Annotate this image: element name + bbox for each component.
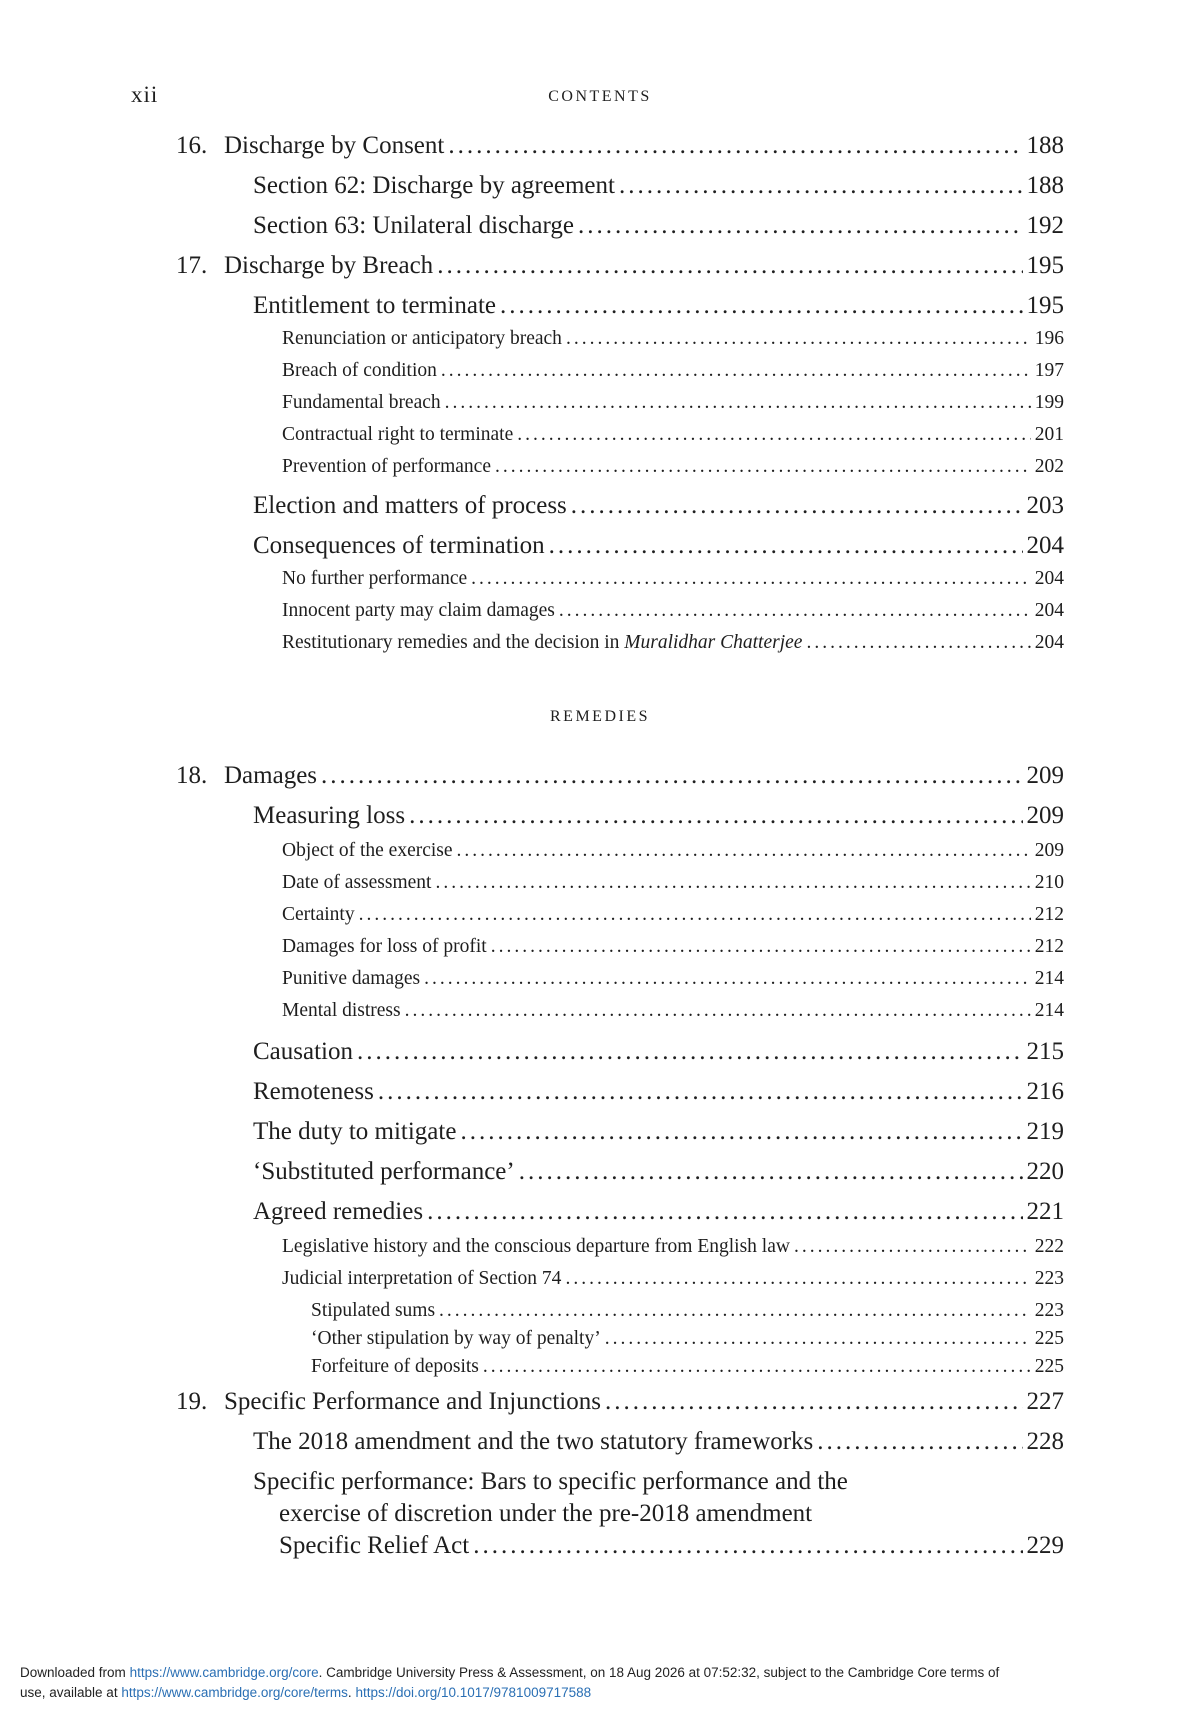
page-ref: 197 <box>1034 360 1064 381</box>
subsection-title: Renunciation or anticipatory breach <box>282 328 562 349</box>
page-ref: 195 <box>1026 252 1064 279</box>
toc-subsection-entry[interactable] <box>282 840 1064 862</box>
dot-leader <box>435 872 1030 894</box>
dot-leader <box>806 632 1030 654</box>
toc-subsection-entry[interactable] <box>282 600 1064 622</box>
dot-leader <box>619 172 1023 200</box>
subsection-title: Breach of condition <box>282 360 437 381</box>
section-title: The 2018 amendment and the two statutory frameworks <box>253 1428 814 1455</box>
dot-leader <box>424 968 1031 990</box>
footer-text: use, available at <box>20 1685 122 1700</box>
page-ref: 225 <box>1034 1328 1064 1349</box>
terms-link[interactable]: https://www.cambridge.org/core/terms <box>121 1685 348 1700</box>
dot-leader <box>491 936 1031 958</box>
chapter-number: 16. <box>176 132 208 159</box>
dot-leader <box>605 1328 1031 1350</box>
dot-leader <box>565 1268 1030 1290</box>
page-ref: 223 <box>1034 1268 1064 1289</box>
toc-section-entry-line2 <box>279 1500 812 1528</box>
chapter-title: Discharge by Consent <box>224 132 445 159</box>
dot-leader <box>409 802 1022 830</box>
page-ref: 214 <box>1034 1000 1064 1021</box>
page-ref: 229 <box>1026 1532 1064 1559</box>
page-ref: 220 <box>1026 1158 1064 1185</box>
toc-subsection-entry[interactable] <box>282 1000 1064 1022</box>
page-ref: 216 <box>1026 1078 1064 1105</box>
toc-section-entry[interactable] <box>253 532 1064 560</box>
section-title: Entitlement to terminate <box>253 292 496 319</box>
dot-leader <box>473 1532 1022 1560</box>
subsection-title: Innocent party may claim damages <box>282 600 555 621</box>
toc-subsection-entry[interactable] <box>282 424 1064 446</box>
footer-text: . Cambridge University Press & Assessment, on 18 Aug 2026 at 07:52:32, subject to the Cambridge Core terms of <box>318 1665 1000 1680</box>
chapter-number: 18. <box>176 762 208 789</box>
page-ref: 227 <box>1026 1388 1064 1415</box>
toc-section-entry[interactable] <box>253 802 1064 830</box>
subsubsection-title: Forfeiture of deposits <box>311 1356 479 1377</box>
toc-section-entry[interactable] <box>253 212 1064 240</box>
page-ref: 214 <box>1034 968 1064 989</box>
section-title: Measuring loss <box>253 802 406 829</box>
toc-section-entry[interactable] <box>253 292 1064 320</box>
dot-leader <box>517 424 1031 446</box>
dot-leader <box>457 840 1031 862</box>
subsection-title: Legislative history and the conscious departure from English law <box>282 1236 790 1257</box>
chapter-18-entry[interactable] <box>176 762 1064 790</box>
toc-section-entry[interactable] <box>253 1198 1064 1226</box>
page-ref: 203 <box>1026 492 1064 519</box>
dot-leader <box>445 392 1031 414</box>
dot-leader <box>519 1158 1023 1186</box>
running-head: CONTENTS <box>548 88 652 105</box>
section-title: Causation <box>253 1038 353 1065</box>
toc-subsubsection-entry[interactable] <box>311 1328 1064 1350</box>
toc-section-entry[interactable] <box>253 1078 1064 1106</box>
dot-leader <box>321 762 1022 790</box>
toc-section-entry[interactable] <box>253 492 1064 520</box>
toc-section-entry[interactable] <box>253 1118 1064 1146</box>
toc-section-entry[interactable] <box>253 1428 1064 1456</box>
core-link[interactable]: https://www.cambridge.org/core <box>129 1665 319 1680</box>
dot-leader <box>471 568 1031 590</box>
toc-section-entry-line1[interactable] <box>253 1468 848 1496</box>
page-ref: 204 <box>1026 532 1064 559</box>
subsection-title: Fundamental breach <box>282 392 441 413</box>
dot-leader <box>566 328 1031 350</box>
page-ref: 192 <box>1026 212 1064 239</box>
toc-subsubsection-entry[interactable] <box>311 1356 1064 1378</box>
toc-subsection-entry[interactable] <box>282 936 1064 958</box>
dot-leader <box>817 1428 1022 1456</box>
part-heading-remedies: REMEDIES <box>550 708 650 725</box>
page-ref: 202 <box>1034 456 1064 477</box>
doi-link[interactable]: https://doi.org/10.1017/9781009717588 <box>355 1685 592 1700</box>
dot-leader <box>439 1300 1031 1322</box>
page-ref: 223 <box>1034 1300 1064 1321</box>
page-ref: 221 <box>1026 1198 1064 1225</box>
page-ref: 215 <box>1026 1038 1064 1065</box>
page-ref: 209 <box>1026 762 1064 789</box>
chapter-16-entry[interactable] <box>176 132 1064 160</box>
dot-leader <box>427 1198 1022 1226</box>
section-title: Section 62: Discharge by agreement <box>253 172 615 199</box>
subsubsection-title: Stipulated sums <box>311 1300 436 1321</box>
footer-text: Downloaded from <box>20 1665 130 1680</box>
toc-subsection-entry[interactable] <box>282 968 1064 990</box>
toc-subsection-entry[interactable] <box>282 1236 1064 1258</box>
toc-subsection-entry[interactable] <box>282 904 1064 926</box>
dot-leader <box>578 212 1023 240</box>
section-title: Agreed remedies <box>253 1198 424 1225</box>
subsection-title: Certainty <box>282 904 355 925</box>
toc-subsection-entry[interactable] <box>282 456 1064 478</box>
dot-leader <box>605 1388 1023 1416</box>
section-title: Consequences of termination <box>253 532 545 559</box>
subsection-title: Punitive damages <box>282 968 421 989</box>
page-ref: 222 <box>1034 1236 1064 1257</box>
dot-leader <box>794 1236 1031 1258</box>
section-title-line: Specific performance: Bars to specific performance and the <box>253 1468 848 1495</box>
section-title-line: exercise of discretion under the pre-2018 amendment <box>279 1500 813 1527</box>
dot-leader <box>571 492 1023 520</box>
page-ref: 201 <box>1034 424 1064 445</box>
page-ref: 188 <box>1026 172 1064 199</box>
subsubsection-title: ‘Other stipulation by way of penalty’ <box>311 1328 601 1349</box>
section-title-line: Specific Relief Act <box>279 1532 470 1559</box>
chapter-number: 19. <box>176 1388 208 1415</box>
chapter-17-entry[interactable] <box>176 252 1064 280</box>
dot-leader <box>378 1078 1023 1106</box>
page-ref: 196 <box>1034 328 1064 349</box>
page-ref: 228 <box>1026 1428 1064 1455</box>
subsection-title: Contractual right to terminate <box>282 424 514 445</box>
dot-leader <box>359 904 1031 926</box>
dot-leader <box>559 600 1031 622</box>
page-ref: 212 <box>1034 936 1064 957</box>
dot-leader <box>405 1000 1031 1022</box>
toc-subsection-entry[interactable] <box>282 392 1064 414</box>
subsection-title: Date of assessment <box>282 872 432 893</box>
page-ref: 204 <box>1034 632 1064 653</box>
subsection-title: Judicial interpretation of Section 74 <box>282 1268 562 1289</box>
subsection-title: No further performance <box>282 568 468 589</box>
toc-section-entry[interactable] <box>253 1158 1064 1186</box>
page-ref: 195 <box>1026 292 1064 319</box>
section-title: Section 63: Unilateral discharge <box>253 212 574 239</box>
section-title: The duty to mitigate <box>253 1118 457 1145</box>
chapter-title: Specific Performance and Injunctions <box>224 1388 601 1415</box>
toc-subsection-entry[interactable] <box>282 632 1064 654</box>
download-footer <box>20 1663 1185 1703</box>
subsection-title: Damages for loss of profit <box>282 936 487 957</box>
page-ref: 204 <box>1034 600 1064 621</box>
page-ref: 199 <box>1034 392 1064 413</box>
toc-subsection-entry[interactable] <box>282 1268 1064 1290</box>
dot-leader <box>448 132 1022 160</box>
case-name: Muralidhar Chatterjee <box>624 632 803 653</box>
footer-text: . <box>347 1685 356 1700</box>
toc-subsection-entry[interactable] <box>282 872 1064 894</box>
footer-line-2 <box>20 1683 1185 1703</box>
dot-leader <box>437 252 1022 280</box>
section-title: Election and matters of process <box>253 492 567 519</box>
page-ref: 225 <box>1034 1356 1064 1377</box>
page-ref: 212 <box>1034 904 1064 925</box>
subsection-title: Restitutionary remedies and the decision in <box>282 632 625 653</box>
toc-section-entry-line3[interactable] <box>279 1532 1064 1560</box>
toc-subsection-entry[interactable] <box>282 360 1064 382</box>
chapter-19-entry[interactable] <box>176 1388 1064 1416</box>
dot-leader <box>460 1118 1022 1146</box>
dot-leader <box>549 532 1023 560</box>
page-ref: 204 <box>1034 568 1064 589</box>
toc-section-entry[interactable] <box>253 172 1064 200</box>
dot-leader <box>500 292 1023 320</box>
subsection-title: Object of the exercise <box>282 840 453 861</box>
toc-subsection-entry[interactable] <box>282 328 1064 350</box>
page-ref: 188 <box>1026 132 1064 159</box>
page-ref: 210 <box>1034 872 1064 893</box>
chapter-title: Discharge by Breach <box>224 252 434 279</box>
chapter-number: 17. <box>176 252 208 279</box>
dot-leader <box>357 1038 1023 1066</box>
toc-subsection-entry[interactable] <box>282 568 1064 590</box>
page-ref: 209 <box>1034 840 1064 861</box>
page-number: xii <box>131 82 159 107</box>
subsection-title: Prevention of performance <box>282 456 491 477</box>
toc-subsubsection-entry[interactable] <box>311 1300 1064 1322</box>
dot-leader <box>441 360 1031 382</box>
footer-line-1 <box>20 1663 1185 1683</box>
toc-section-entry[interactable] <box>253 1038 1064 1066</box>
page-ref: 219 <box>1026 1118 1064 1145</box>
dot-leader <box>483 1356 1031 1378</box>
dot-leader <box>495 456 1031 478</box>
chapter-title: Damages <box>224 762 318 789</box>
section-title: ‘Substituted performance’ <box>253 1158 515 1185</box>
subsection-title: Mental distress <box>282 1000 401 1021</box>
page-ref: 209 <box>1026 802 1064 829</box>
section-title: Remoteness <box>253 1078 374 1105</box>
